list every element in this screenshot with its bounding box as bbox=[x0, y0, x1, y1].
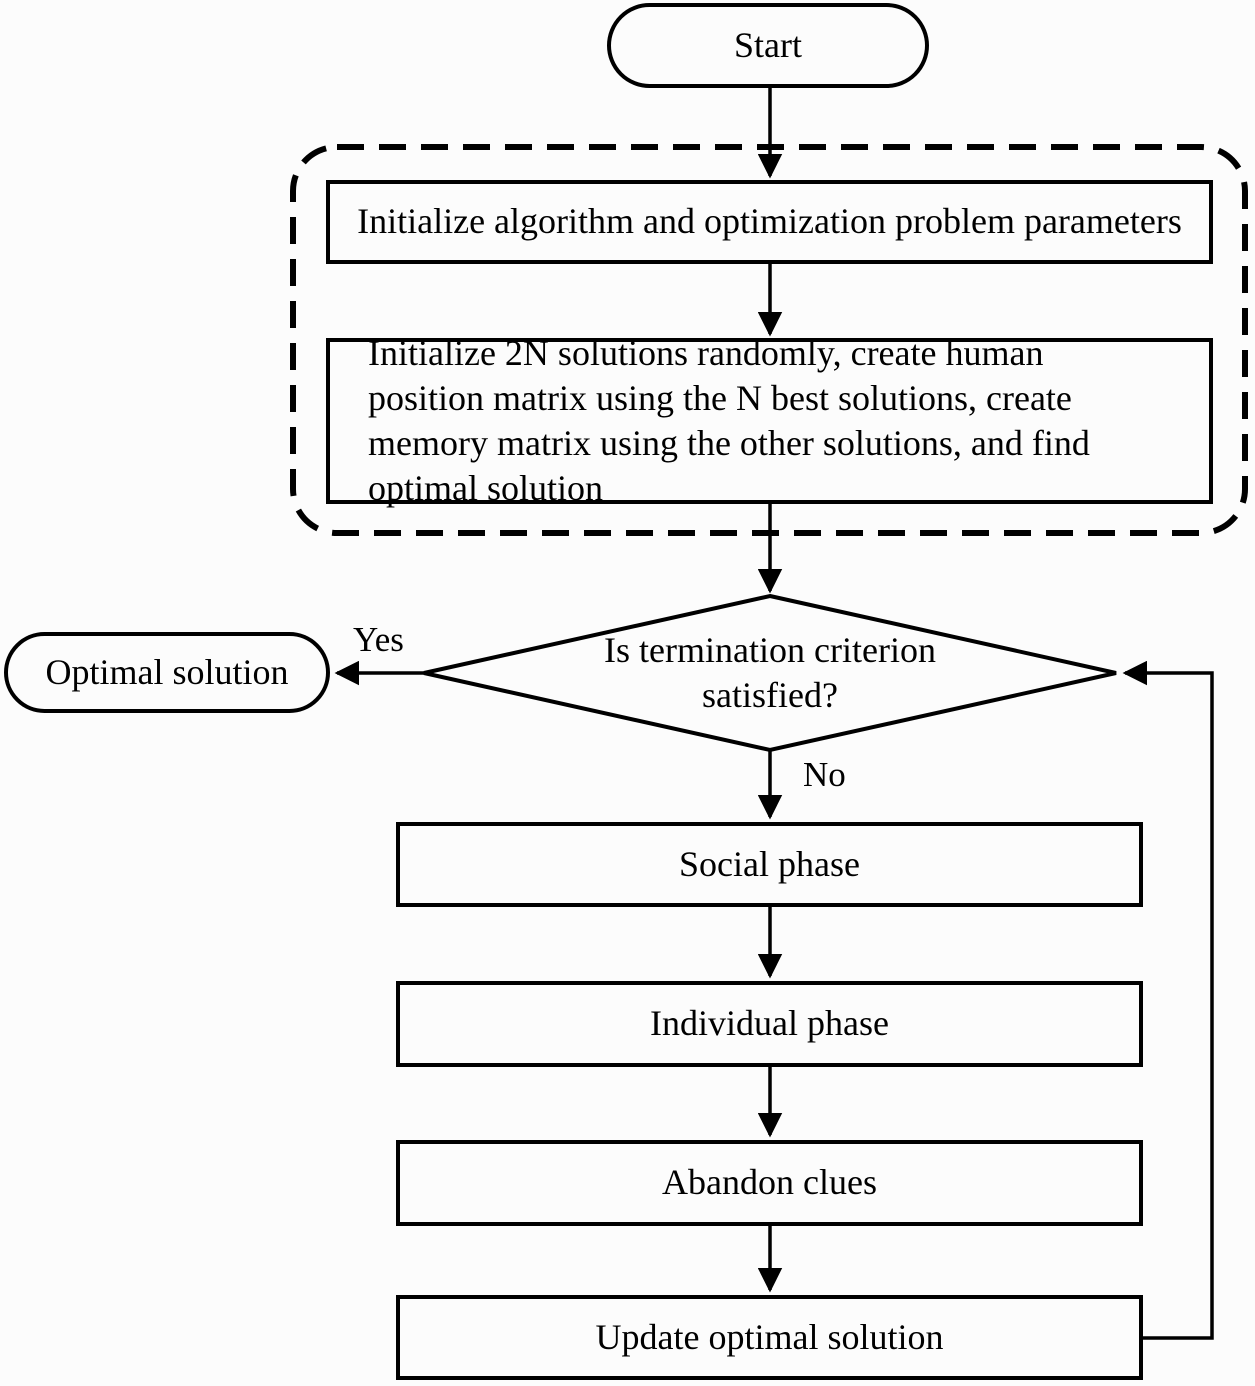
individual-phase-label: Individual phase bbox=[650, 1003, 889, 1044]
individual-phase-box bbox=[396, 981, 1143, 1067]
update-optimal-box bbox=[396, 1295, 1143, 1380]
init-parameters-label: Initialize algorithm and optimization problem parameters bbox=[357, 201, 1182, 242]
init-parameters-box bbox=[326, 180, 1213, 264]
social-phase-label: Social phase bbox=[679, 843, 860, 884]
abandon-clues-box bbox=[396, 1140, 1143, 1226]
init-solutions-label: Initialize 2N solutions randomly, create human position matrix using the N best solutions, create memory matrix using the other solutions, and find optimal solution bbox=[368, 333, 1090, 508]
start-node-label: Start bbox=[734, 24, 802, 65]
termination-decision-label: Is termination criterion satisfied? bbox=[604, 630, 936, 715]
start-node bbox=[607, 3, 929, 88]
init-solutions-box bbox=[326, 333, 1213, 508]
update-optimal-label: Update optimal solution bbox=[595, 1316, 944, 1357]
optimal-solution-label: Optimal solution bbox=[45, 651, 289, 692]
abandon-clues-label: Abandon clues bbox=[662, 1162, 877, 1203]
optimal-solution-node bbox=[4, 632, 330, 713]
no-edge-label: No bbox=[803, 755, 846, 794]
social-phase-box bbox=[396, 822, 1143, 907]
yes-edge-label: Yes bbox=[353, 620, 404, 659]
